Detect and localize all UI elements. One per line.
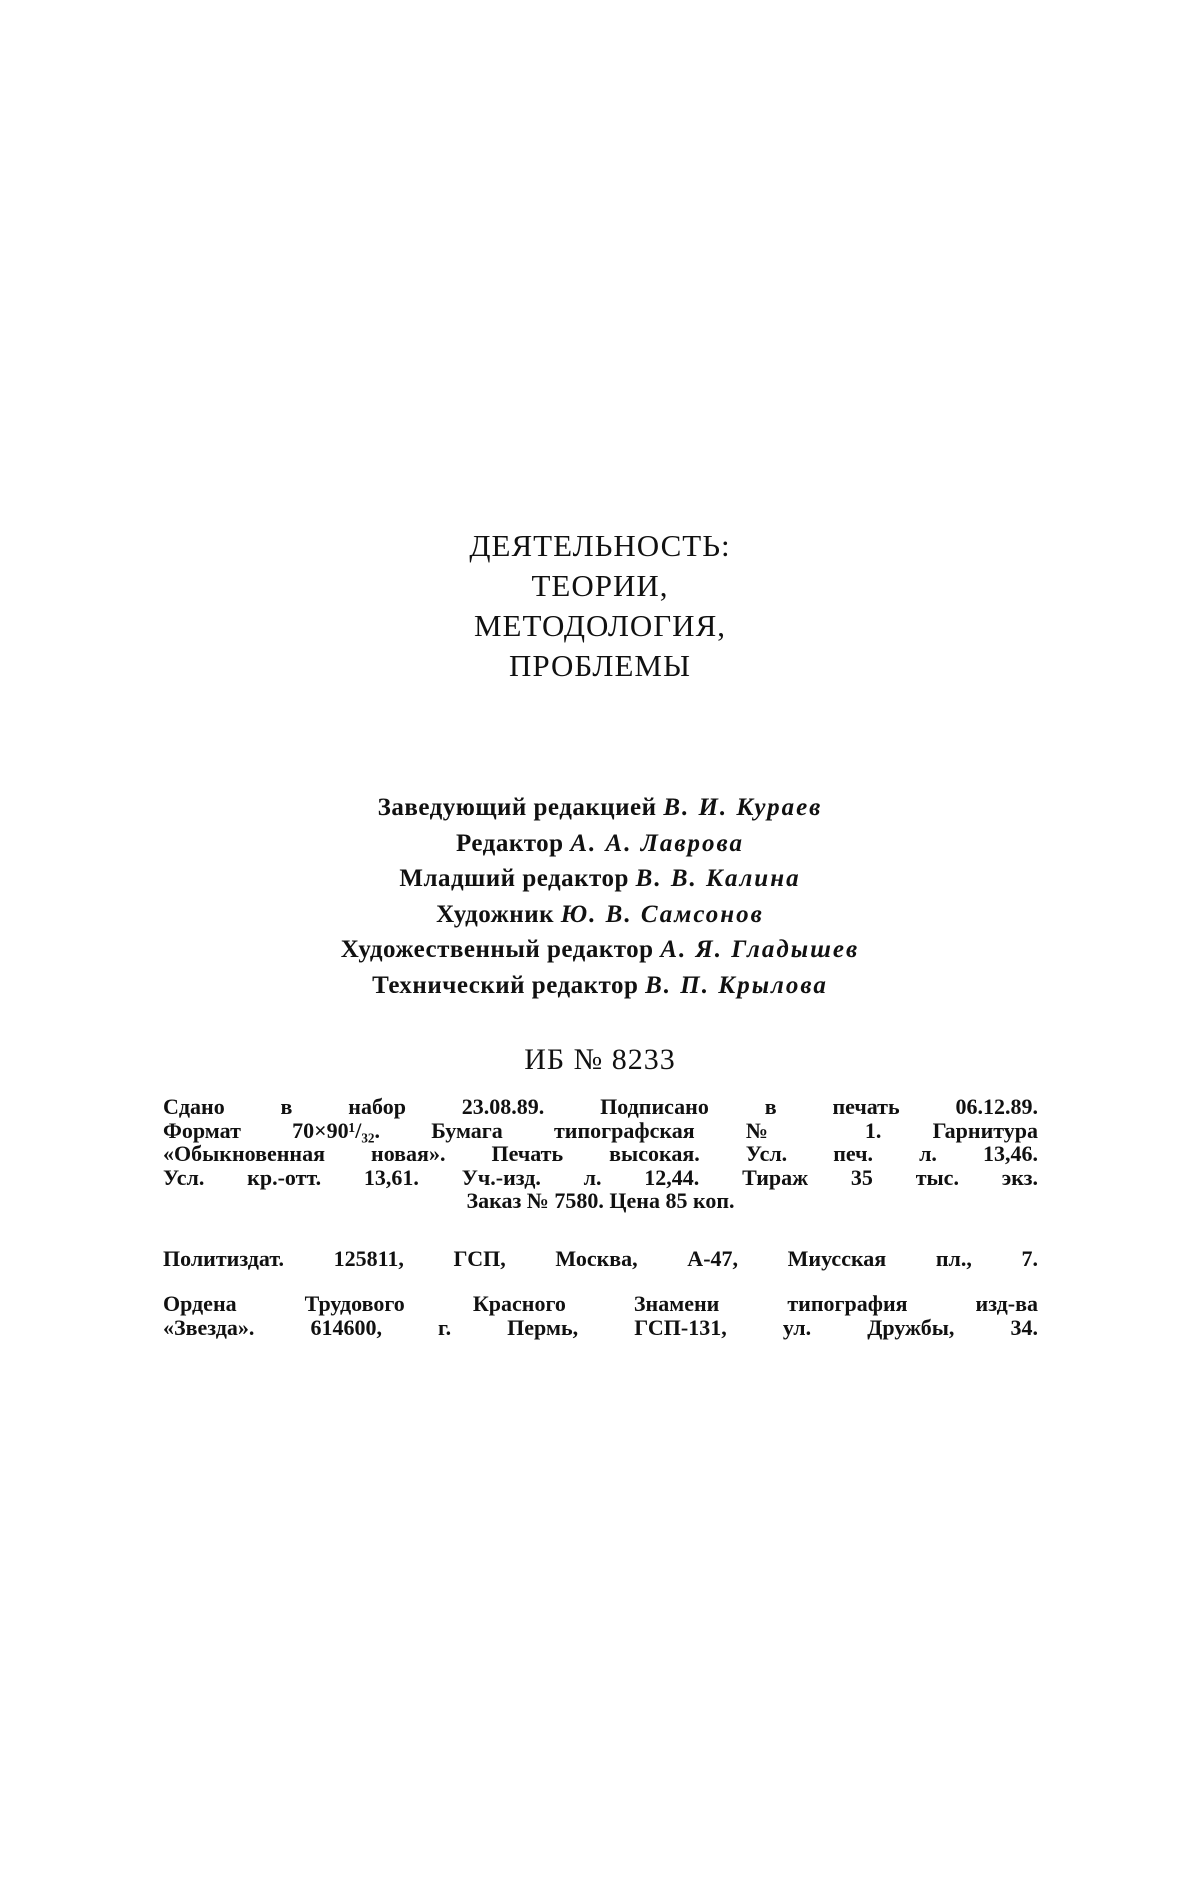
printer-info (163, 1292, 1038, 1340)
printer-line: «Звезда». 614600, г. Пермь, ГСП-131, ул. Дружбы, 34. (163, 1315, 1038, 1340)
title-line-3: МЕТОДОЛОГИЯ, (473, 608, 726, 643)
staff-line-managing-editor (0, 790, 1200, 826)
publisher-address: Политиздат. 125811, ГСП, Москва, А-47, Миусская пл., 7. (163, 1246, 1038, 1271)
staff-line-art-editor (0, 932, 1200, 968)
book-title (0, 526, 1200, 686)
staff-name: А. А. Лаврова (570, 829, 745, 857)
staff-line-junior-editor (0, 861, 1200, 897)
print-specifications (163, 1095, 1038, 1213)
staff-role: Художник (436, 900, 555, 928)
editorial-staff-list (0, 790, 1200, 1003)
imprint-line: Сдано в набор 23.08.89. Подписано в печать 06.12.89. (163, 1094, 1038, 1119)
imprint-line: Заказ № 7580. Цена 85 коп. (466, 1188, 735, 1213)
staff-line-artist (0, 897, 1200, 933)
imprint-line: Формат 70×90¹/₃₂. Бумага типографская № 1. Гарнитура (163, 1117, 1038, 1143)
staff-role: Заведующий редакцией (377, 794, 657, 821)
staff-role: Младший редактор (399, 865, 629, 892)
title-line-2: ТЕОРИИ, (531, 568, 669, 603)
staff-name: В. И. Кураев (663, 794, 823, 821)
staff-name: А. Я. Гладышев (660, 936, 860, 963)
ib-number: ИБ № 8233 (524, 1043, 676, 1076)
imprint-line: Усл. кр.-отт. 13,61. Уч.-изд. л. 12,44. Тираж 35 тыс. экз. (163, 1164, 1038, 1190)
staff-name: В. В. Калина (635, 865, 801, 892)
staff-name: В. П. Крылова (645, 971, 828, 999)
staff-role: Редактор (455, 829, 564, 857)
title-line-1: ДЕЯТЕЛЬНОСТЬ: (469, 528, 731, 563)
imprint-line: «Обыкновенная новая». Печать высокая. Усл. печ. л. 13,46. (163, 1141, 1038, 1166)
staff-role: Художественный редактор (340, 936, 654, 963)
staff-line-technical-editor (0, 968, 1200, 1004)
staff-name: Ю. В. Самсонов (560, 900, 764, 928)
title-line-4: ПРОБЛЕМЫ (509, 648, 691, 683)
printer-line: Ордена Трудового Красного Знамени типография изд-ва (163, 1291, 1038, 1316)
staff-line-editor (0, 826, 1200, 862)
staff-role: Технический редактор (372, 971, 639, 999)
